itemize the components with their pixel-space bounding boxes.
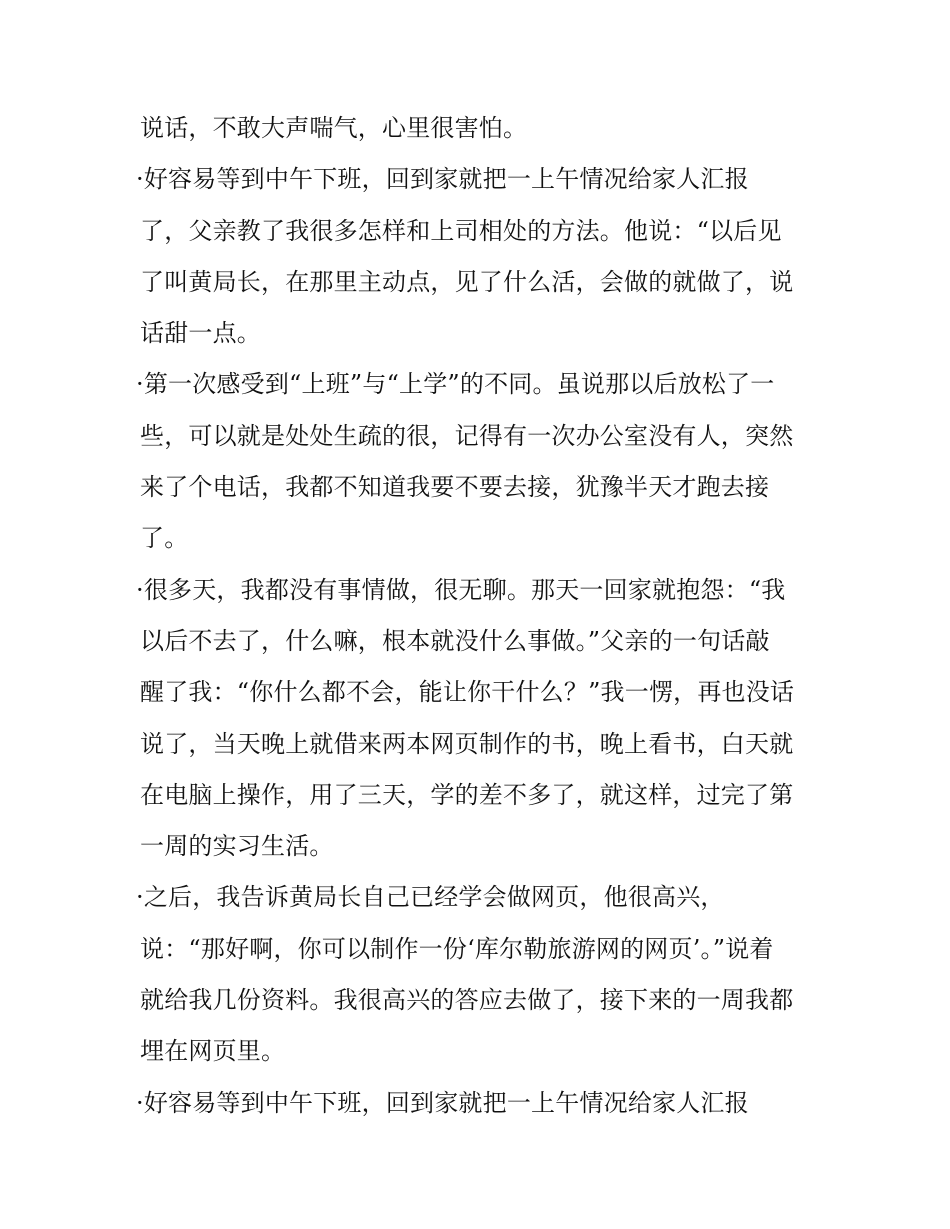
text-line: 了，父亲教了我很多怎样和上司相处的方法。他说：“以后见 [140,216,782,245]
text-line: 了。 [140,524,189,553]
document-body [136,103,820,1129]
text-line: 说：“那好啊，你可以制作一份‘库尔勒旅游网的网页’。”说着 [140,934,774,963]
text-line: 以后不去了，什么嘛，根本就没什么事做。”父亲的一句话敲 [140,626,770,655]
text-line: ·之后，我告诉黄局长自己已经学会做网页，他很高兴， [136,883,725,912]
text-line: 说话，不敢大声喘气，心里很害怕。 [140,114,528,142]
text-line: 在电脑上操作，用了三天，学的差不多了，就这样，过完了第 [140,780,794,809]
text-line: 就给我几份资料。我很高兴的答应去做了，接下来的一周我都 [140,986,794,1015]
text-line: ·好容易等到中午下班，回到家就把一上午情况给家人汇报 [136,1088,749,1117]
text-line: 一周的实习生活。 [140,832,334,861]
text-line: 埋在网页里。 [140,1037,286,1066]
text-line: ·好容易等到中午下班，回到家就把一上午情况给家人汇报 [136,165,749,194]
text-line: 些，可以就是处处生疏的很，记得有一次办公室没有人，突然 [140,421,794,450]
text-line: 了叫黄局长，在那里主动点，见了什么活，会做的就做了，说 [140,267,794,296]
text-line: 来了个电话，我都不知道我要不要去接，犹豫半天才跑去接 [140,473,770,502]
text-line: ·第一次感受到“上班”与“上学”的不同。虽说那以后放松了一 [136,370,775,399]
text-line: 醒了我：“你什么都不会，能让你干什么？”我一愣，再也没话 [140,678,795,707]
text-line: ·很多天，我都没有事情做，很无聊。那天一回家就抱怨：“我 [136,575,786,604]
text-line: 话甜一点。 [140,319,261,348]
text-line: 说了，当天晚上就借来两本网页制作的书，晚上看书，白天就 [140,729,794,758]
